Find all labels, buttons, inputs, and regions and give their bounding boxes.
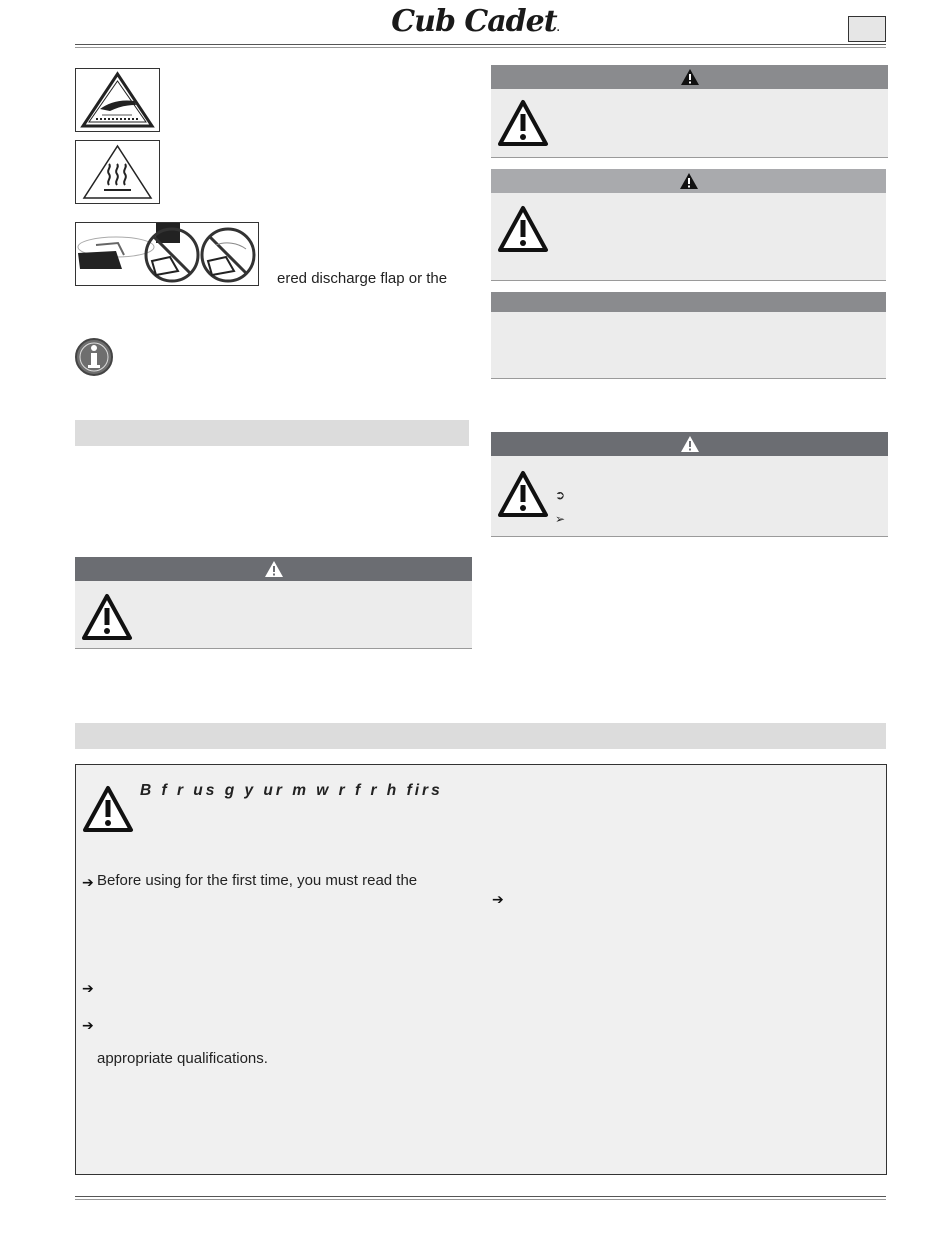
- footer-rule: [75, 1196, 886, 1197]
- header-rule-thin: [75, 47, 886, 48]
- brand-logo-mark: .: [556, 24, 559, 34]
- warning-triangle-icon: [497, 470, 549, 518]
- warning-header-bar: [491, 169, 886, 193]
- header-rule: [75, 44, 886, 45]
- warning-bar-icon: [679, 172, 699, 190]
- safety-notice-box: [75, 764, 887, 1175]
- discharge-flap-text: ered discharge flap or the: [277, 270, 448, 287]
- warning-bar-icon: [680, 68, 700, 86]
- warning-bar-icon: [680, 435, 700, 453]
- arrow-right-icon: ➔: [82, 980, 94, 996]
- notice-header-bar: [491, 292, 886, 312]
- hand-hazard-pictogram: [75, 68, 160, 132]
- arrow-right-icon: ➔: [82, 1017, 94, 1033]
- arrow-right-icon: ➔: [82, 874, 94, 890]
- info-icon: [74, 337, 114, 377]
- notice-item-text: Before using for the first time, you must read the: [97, 872, 418, 889]
- notice-item-text: appropriate qualifications.: [97, 1050, 268, 1067]
- warning-header-bar: [75, 557, 472, 581]
- warning-box-right-3: [491, 432, 888, 537]
- hot-surface-icon: [76, 141, 159, 203]
- discharge-flap-icon: [76, 223, 258, 285]
- warning-triangle-icon: [497, 205, 549, 253]
- brand-logo-text: Cub Cadet: [391, 4, 557, 39]
- warning-triangle-icon: [81, 593, 133, 641]
- arrow-icon: ➢: [555, 512, 566, 526]
- bullet-icon: ➲: [555, 488, 566, 502]
- warning-header-bar: [491, 432, 888, 456]
- warning-bar-icon: [264, 560, 284, 578]
- warning-header-bar: [491, 65, 888, 89]
- arrow-right-icon: ➔: [492, 891, 504, 907]
- warning-triangle-icon: [497, 99, 549, 147]
- section-heading-bar-wide: [75, 723, 886, 749]
- hand-injury-icon: [76, 69, 159, 131]
- notice-box-right: [491, 292, 886, 379]
- hot-surface-pictogram: [75, 140, 160, 204]
- warning-box-right-2: [491, 169, 886, 281]
- page-number-box: [848, 16, 886, 42]
- warning-box-right-1: [491, 65, 888, 158]
- brand-logo: [0, 4, 950, 39]
- footer-rule-thin: [75, 1199, 886, 1200]
- section-heading-bar: [75, 420, 469, 446]
- notice-heading: B f r us g y ur m w r f r h firs: [140, 782, 443, 799]
- warning-triangle-icon: [82, 785, 134, 833]
- warning-box-left: [75, 557, 472, 649]
- discharge-flap-pictogram: [75, 222, 259, 286]
